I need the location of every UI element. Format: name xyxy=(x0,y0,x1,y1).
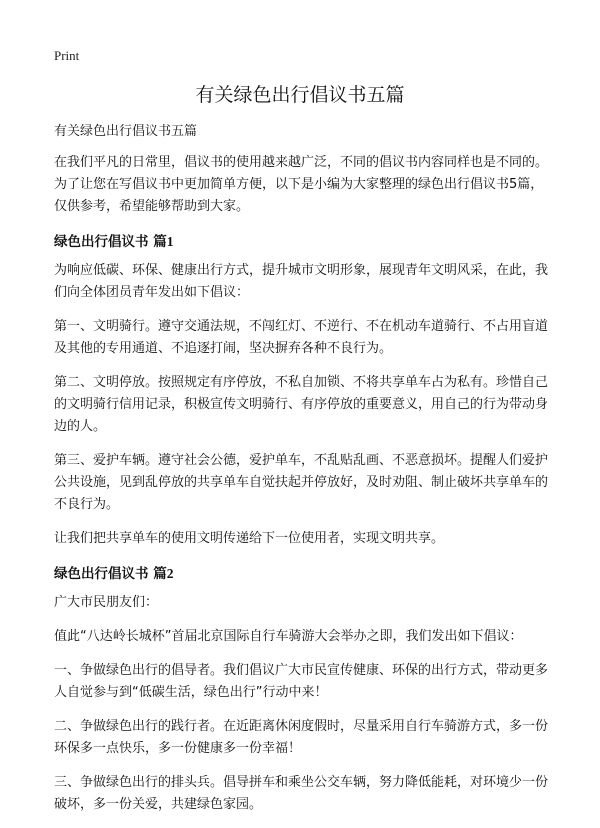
print-link[interactable]: Print xyxy=(54,48,80,63)
section-heading-number: 1 xyxy=(166,234,174,249)
intro-paragraph: 在我们平凡的日常里，倡议书的使用越来越广泛，不同的倡议书内容同样也是不同的。为了让您在写倡议书中更加简单方便，以下是小编为大家整理的绿色出行倡议书5篇，仅供参考，希望能够帮助到大家。 xyxy=(54,155,549,214)
section-heading-text: 绿色出行倡议书 篇 xyxy=(54,234,167,250)
document-body xyxy=(54,121,548,828)
section-1-paragraph: 第二、文明停放。按照规定有序停放，不私自加锁、不将共享单车占为私有。珍惜自己的文明骑行信用记录，积极宣传文明骑行、有序停放的重要意义，用自己的行为带动身边的人。 xyxy=(54,375,549,434)
section-heading-2 xyxy=(54,562,548,586)
page-title: 有关绿色出行倡议书五篇 xyxy=(195,84,405,106)
section-2-paragraph: 二、争做绿色出行的践行者。在近距离休闲度假时，尽量采用自行车骑游方式，多一份环保多一点快乐，多一份健康多一份幸福！ xyxy=(54,719,549,756)
section-2-paragraph: 三、争做绿色出行的排头兵。倡导拼车和乘坐公交车辆，努力降低能耗，对环境少一份破坏，多一份关爱，共建绿色家园。 xyxy=(54,775,549,812)
section-2-paragraph: 广大市民朋友们： xyxy=(54,595,159,610)
section-heading-number: 2 xyxy=(166,566,174,581)
section-1-paragraph: 让我们把共享单车的使用文明传递给下一位使用者，实现文明共享。 xyxy=(54,531,445,546)
section-1-paragraph: 第三、爱护车辆。遵守社会公德，爱护单车，不乱贴乱画、不恶意损坏。提醒人们爱护公共设施，见到乱停放的共享单车自觉扶起并停放好，及时劝阻、制止破坏共享单车的不良行为。 xyxy=(54,453,549,512)
section-1-paragraph: 为响应低碳、环保、健康出行方式，提升城市文明形象，展现青年文明风采，在此，我们向全体团员青年发出如下倡议： xyxy=(54,263,549,300)
section-heading-1 xyxy=(54,230,548,254)
section-2-paragraph: 值此“八达岭长城杯”首届北京国际自行车骑游大会举办之即，我们发出如下倡议： xyxy=(54,629,523,644)
document-subtitle: 有关绿色出行倡议书五篇 xyxy=(54,124,198,139)
section-2-paragraph: 一、争做绿色出行的倡导者。我们倡议广大市民宣传健康、环保的出行方式，带动更多人自觉参与到“低碳生活，绿色出行”行动中来！ xyxy=(54,663,549,700)
section-heading-text: 绿色出行倡议书 篇 xyxy=(54,566,167,582)
section-1-paragraph: 第一、文明骑行。遵守交通法规，不闯红灯、不逆行、不在机动车道骑行、不占用盲道及其他的专用通道、不追逐打闹，坚决摒弃各种不良行为。 xyxy=(54,319,549,356)
